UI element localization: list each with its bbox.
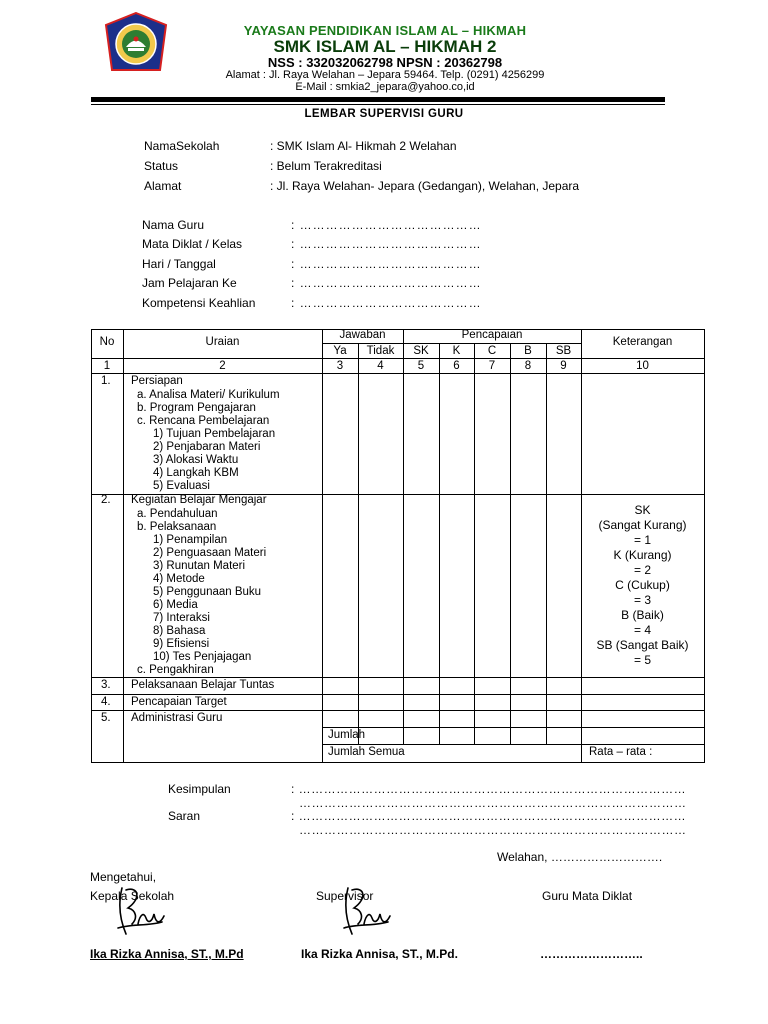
place-date: Welahan, ……………………….: [497, 850, 663, 864]
legend-line: SK: [634, 503, 651, 517]
saran-label: Saran: [168, 809, 201, 823]
col-number: 6: [453, 360, 460, 372]
teacher-title: Guru Mata Diklat: [542, 889, 633, 903]
col-number: 5: [417, 360, 425, 372]
legend-line: = 1: [633, 533, 651, 547]
supervisor-title: Supervisor: [316, 889, 374, 903]
row-number: 3.: [101, 679, 111, 691]
legend-line: C (Cukup): [615, 578, 670, 592]
list-item: 3) Alokasi Waktu: [153, 454, 239, 466]
col-number: 1: [103, 360, 111, 372]
kesimpulan-label: Kesimpulan: [168, 782, 231, 796]
lesson-hour-label: Jam Pelajaran Ke: [142, 276, 237, 290]
list-item: 2) Penjabaran Materi: [153, 441, 261, 453]
row-number: 4.: [101, 696, 111, 708]
list-item: 5) Evaluasi: [153, 480, 210, 492]
legend-line: B (Baik): [621, 608, 664, 622]
col-number: 2: [219, 360, 226, 372]
principal-title: Kepala Sekolah: [90, 889, 175, 903]
list-item: 9) Efisiensi: [153, 638, 210, 650]
col-header-k: K: [452, 345, 461, 357]
table-row-administrasi: Administrasi Guru: [131, 712, 223, 724]
subject-class-label: Mata Diklat / Kelas: [142, 237, 243, 251]
col-header-pencapaian: Pencapaian: [461, 329, 523, 341]
address-value: : Jl. Raya Welahan- Jepara (Gedangan), Welahan, Jepara: [270, 179, 580, 193]
teacher-name-field: : ……………………………………: [291, 218, 482, 232]
list-item: 3) Runutan Materi: [153, 560, 246, 572]
col-header-c: C: [487, 345, 497, 357]
section-heading: Persiapan: [131, 375, 183, 387]
row-number: 5.: [101, 712, 111, 724]
school-name-value: : SMK Islam Al- Hikmah 2 Welahan: [270, 139, 457, 153]
list-item: 6) Media: [153, 599, 198, 611]
col-number: 7: [488, 360, 496, 372]
school-name-label: NamaSekolah: [144, 139, 220, 153]
jumlah-semua-label: Jumlah Semua: [328, 746, 405, 758]
day-date-field: : ……………………………………: [291, 257, 482, 271]
list-item: a. Pendahuluan: [137, 508, 218, 520]
col-number: 8: [524, 360, 532, 372]
list-item: 10) Tes Penjajagan: [153, 651, 252, 663]
kesimpulan-field-line2: …………………………………………………………………………………: [299, 796, 687, 810]
saran-field-line2: …………………………………………………………………………………: [299, 823, 687, 837]
legend-line: SB (Sangat Baik): [596, 638, 689, 652]
jumlah-label: Jumlah: [328, 729, 366, 741]
list-item: c. Rencana Pembelajaran: [137, 415, 270, 427]
teacher-name-label: Nama Guru: [142, 218, 205, 232]
list-item: 2) Penguasaan Materi: [153, 547, 267, 559]
col-number: 10: [636, 360, 649, 372]
legend-line: K (Kurang): [613, 548, 672, 562]
rata-rata-label: Rata – rata :: [589, 746, 653, 758]
col-number: 4: [377, 360, 384, 372]
list-item: a. Analisa Materi/ Kurikulum: [137, 389, 280, 401]
col-number: 3: [336, 360, 344, 372]
row-number: 2.: [101, 494, 111, 506]
col-number: 9: [560, 360, 567, 372]
list-item: c. Pengakhiran: [137, 664, 214, 676]
subject-class-field: : ……………………………………: [291, 237, 482, 251]
school-email: E-Mail : smkia2_jepara@yahoo.co,id: [295, 81, 475, 93]
kesimpulan-field-line1: : …………………………………………………………………………………: [291, 782, 687, 796]
list-item: 4) Langkah KBM: [153, 467, 239, 479]
status-value: : Belum Terakreditasi: [270, 159, 382, 173]
handwritten-signature-icon: [108, 884, 168, 942]
expertise-label: Kompetensi Keahlian: [142, 296, 256, 310]
day-date-label: Hari / Tanggal: [142, 257, 216, 271]
list-item: 7) Interaksi: [153, 612, 210, 624]
col-header-tidak: Tidak: [366, 345, 395, 357]
foundation-name: YAYASAN PENDIDIKAN ISLAM AL – HIKMAH: [243, 23, 527, 38]
lesson-hour-field: : ……………………………………: [291, 276, 482, 290]
col-header-sb: SB: [555, 345, 572, 357]
legend-line: = 4: [633, 623, 651, 637]
table-row-tuntas: Pelaksanaan Belajar Tuntas: [131, 679, 275, 691]
col-header-sk: SK: [413, 345, 429, 357]
legend-line: (Sangat Kurang): [598, 518, 687, 532]
saran-field-line1: : …………………………………………………………………………………: [291, 809, 687, 823]
col-header-jawaban: Jawaban: [339, 329, 386, 341]
school-registration-numbers: NSS : 332032062798 NPSN : 20362798: [267, 55, 503, 70]
col-header-no: No: [99, 336, 115, 348]
list-item: 4) Metode: [153, 573, 205, 585]
principal-name: Ika Rizka Annisa, ST., M.Pd: [90, 947, 244, 961]
list-item: 8) Bahasa: [153, 625, 206, 637]
handwritten-signature-icon: [334, 884, 394, 942]
section-heading: Kegiatan Belajar Mengajar: [131, 494, 267, 506]
table-row-target: Pencapaian Target: [131, 696, 227, 708]
col-header-keterangan: Keterangan: [612, 336, 673, 348]
col-header-uraian: Uraian: [205, 336, 240, 348]
school-address: Alamat : Jl. Raya Welahan – Jepara 59464. Telp. (0291) 4256299: [225, 69, 545, 81]
list-item: 1) Penampilan: [153, 534, 228, 546]
legend-line: = 3: [633, 593, 651, 607]
list-item: b. Pelaksanaan: [137, 521, 217, 533]
teacher-name-blank: ……………………..: [540, 947, 643, 961]
col-header-b: B: [524, 345, 532, 357]
document-title: LEMBAR SUPERVISI GURU: [304, 108, 464, 120]
school-name: SMK ISLAM AL – HIKMAH 2: [273, 37, 497, 56]
legend-line: = 5: [633, 653, 651, 667]
address-label: Alamat: [144, 179, 182, 193]
row-number: 1.: [101, 375, 111, 387]
legend-line: = 2: [633, 563, 651, 577]
list-item: b. Program Pengajaran: [137, 402, 256, 414]
expertise-field: : ……………………………………: [291, 296, 482, 310]
supervisor-name: Ika Rizka Annisa, ST., M.Pd.: [301, 947, 458, 961]
list-item: 5) Penggunaan Buku: [153, 586, 262, 598]
mengetahui-label: Mengetahui,: [90, 870, 157, 884]
col-header-ya: Ya: [333, 345, 347, 357]
list-item: 1) Tujuan Pembelajaran: [153, 428, 276, 440]
status-label: Status: [144, 159, 179, 173]
